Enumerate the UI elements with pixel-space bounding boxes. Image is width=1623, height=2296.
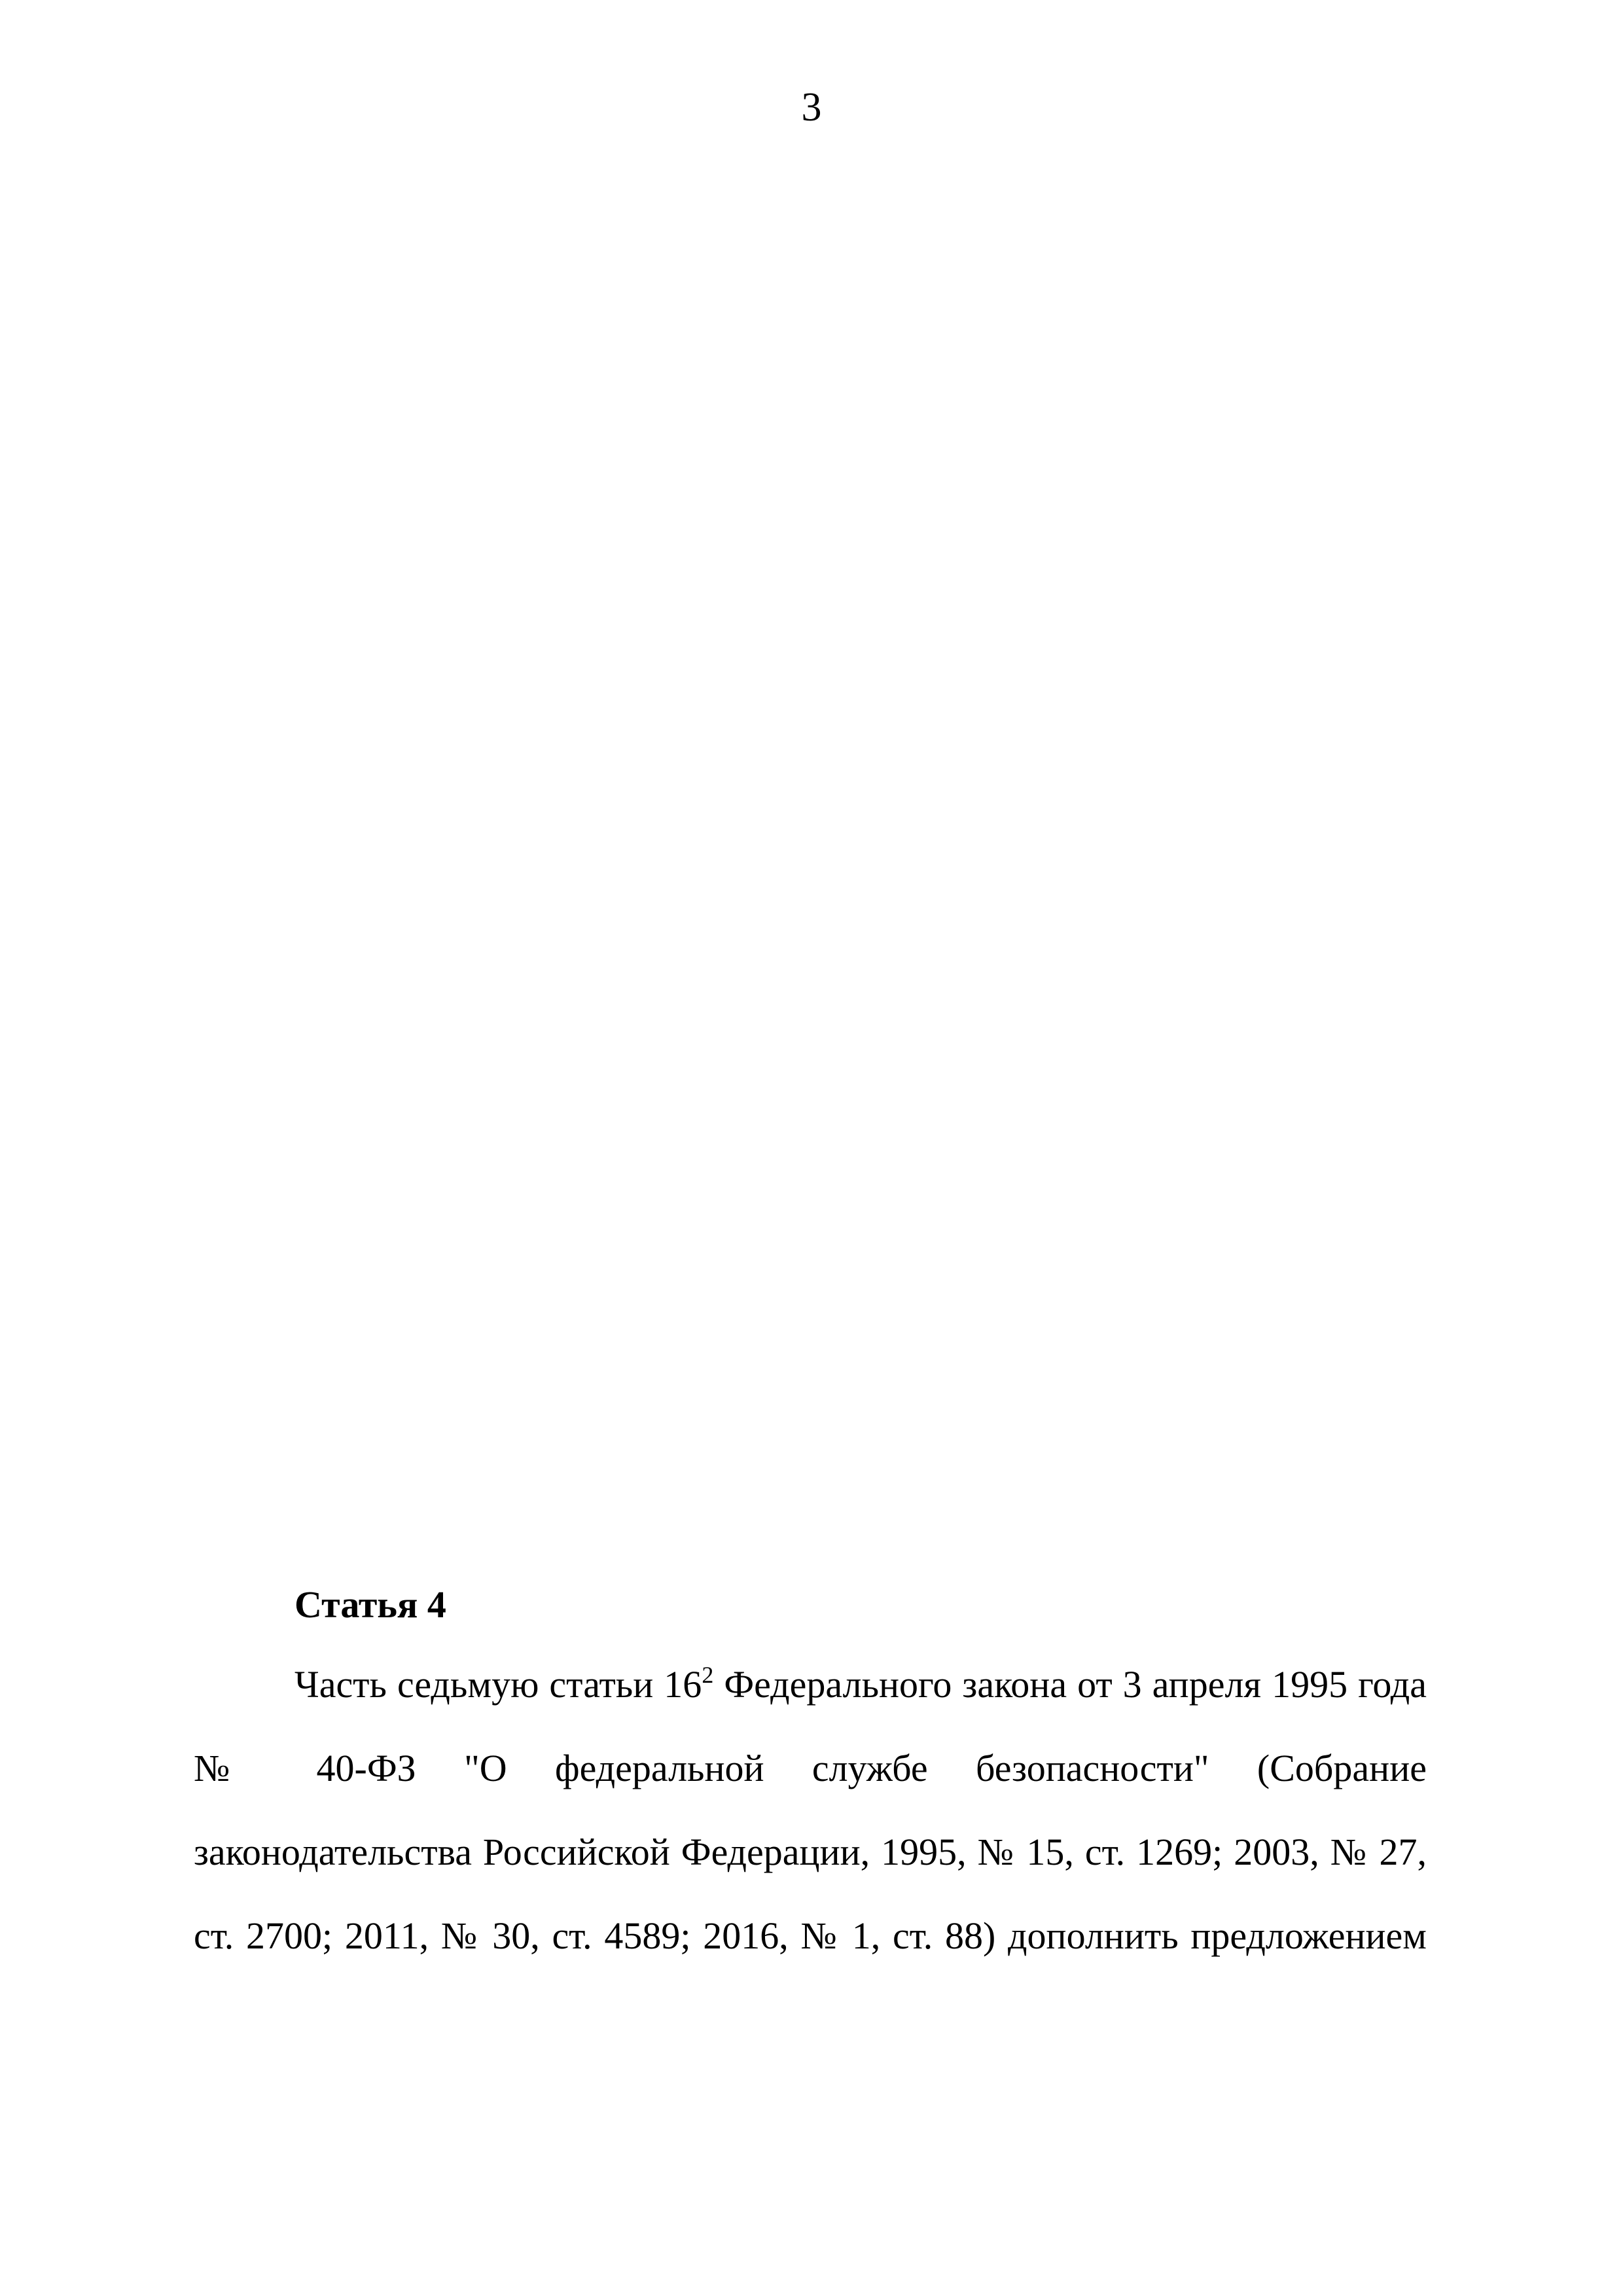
body-line-1-start: Часть седьмую статьи 16 — [294, 1663, 702, 1706]
body-line-3: законодательства Российской Федерации, 1995, № 15, ст. 1269; 2003, № 27, — [194, 1831, 1427, 1873]
body-line-1-end: Федерального закона от 3 апреля 1995 года — [713, 1663, 1427, 1706]
article-number-superscript: 2 — [702, 1662, 714, 1688]
article-heading: Статья 4 — [294, 1583, 446, 1626]
body-line-4: ст. 2700; 2011, № 30, ст. 4589; 2016, № 1, ст. 88) дополнить предложением — [194, 1914, 1427, 1957]
body-line-1 — [194, 1662, 1427, 1746]
page-number: 3 — [801, 85, 822, 130]
body-line-2: № 40-ФЗ "О федеральной службе безопасности" (Собрание — [194, 1747, 1427, 1789]
article-body — [194, 1662, 1427, 1998]
